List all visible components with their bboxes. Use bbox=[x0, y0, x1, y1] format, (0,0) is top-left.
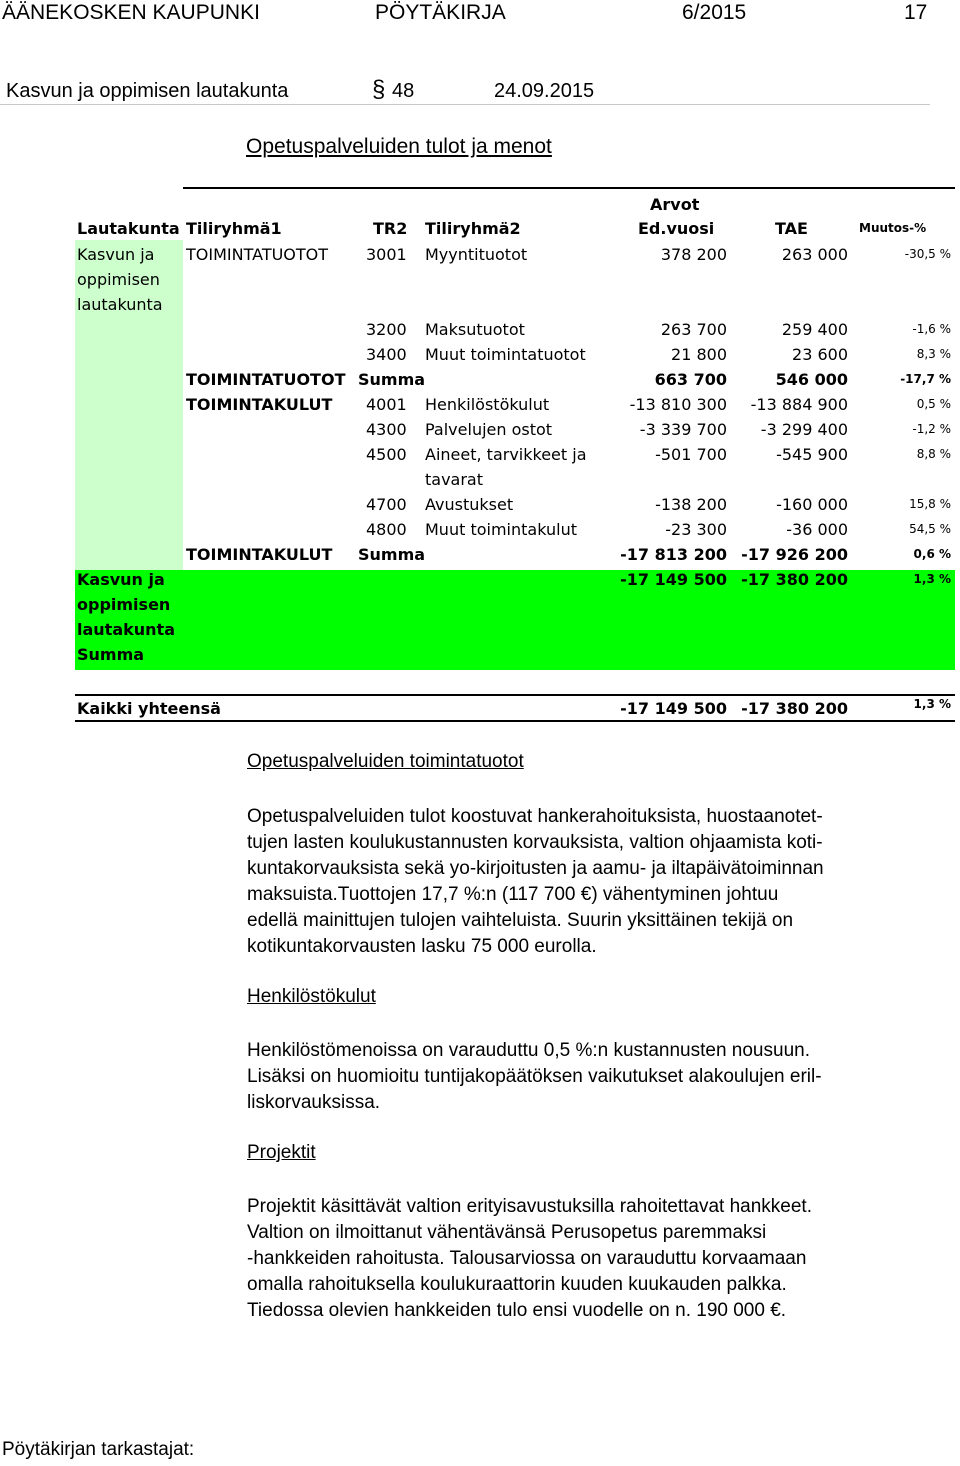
section-text-toimintatuotot: Opetuspalveluiden tulot koostuvat hankerahoituksista, huostaanotet- tujen lasten koulukustannusten korvauksista, valtion ohjaamista koti- kuntakorvauksista sekä yo-kirjoitusten ja aamu- ja iltapäivätoiminnan maksuista.Tuottojen 17,7 %:n (117 700 €) vähentyminen johtuu edellä mainittujen tulojen vaihteluista. Suurin yksittäinen tekijä on kotikuntakorvausten lasku 75 000 eurolla. bbox=[247, 806, 824, 957]
page-header bbox=[0, 0, 960, 30]
section-heading-projektit: Projektit bbox=[247, 1142, 316, 1163]
table-header-row bbox=[75, 192, 955, 242]
issue-number: 6/2015 bbox=[682, 1, 747, 24]
meeting-date: 24.09.2015 bbox=[494, 80, 595, 102]
col-tiliryhma1: Tiliryhmä1 bbox=[186, 219, 282, 238]
page-number: 17 bbox=[904, 1, 928, 24]
col-muutos: Muutos-% bbox=[859, 221, 927, 235]
col-tiliryhma2: Tiliryhmä2 bbox=[425, 219, 521, 238]
city-name: ÄÄNEKOSKEN KAUPUNKI bbox=[2, 1, 260, 24]
section-number: 48 bbox=[392, 80, 415, 102]
section-text-projektit: Projektit käsittävät valtion erityisavustuksilla rahoitettavat hankkeet. Valtion on ilmoittanut vähentävänsä Perusopetus paremmaksi -hankkeiden rahoitusta. Talousarviossa on varauduttu korvaamaan omalla rahoituksella koulukuraattorin kuuden kuukauden palkka. Tiedossa olevien hankkeiden tulo ensi vuodelle on n. 190 000 €. bbox=[247, 1196, 812, 1321]
total-bottom-rule bbox=[75, 720, 955, 722]
col-tae: TAE bbox=[775, 219, 808, 238]
section-heading-henkilostokulut: Henkilöstökulut bbox=[247, 986, 376, 1007]
meeting-subheader bbox=[0, 78, 930, 105]
col-tr2: TR2 bbox=[373, 219, 408, 238]
document-type: PÖYTÄKIRJA bbox=[375, 1, 506, 24]
section-sign: § bbox=[372, 76, 386, 103]
footer-reviewers: Pöytäkirjan tarkastajat: bbox=[2, 1439, 195, 1460]
col-arvot: Arvot bbox=[650, 195, 700, 214]
section-heading-toimintatuotot: Opetuspalveluiden toimintatuotot bbox=[247, 751, 524, 772]
section-text-henkilostokulut: Henkilöstömenoissa on varauduttu 0,5 %:n kustannusten nousuun. Lisäksi on huomioitu tuntijakopäätöksen vaikutukset alakoulujen eril- liskorvauksissa. bbox=[247, 1040, 822, 1113]
committee-name: Kasvun ja oppimisen lautakunta bbox=[6, 80, 289, 102]
header-top-rule bbox=[183, 187, 955, 189]
col-edvuosi: Ed.vuosi bbox=[638, 219, 715, 238]
col-lautakunta: Lautakunta bbox=[77, 219, 180, 238]
page-title: Opetuspalveluiden tulot ja menot bbox=[246, 135, 552, 158]
